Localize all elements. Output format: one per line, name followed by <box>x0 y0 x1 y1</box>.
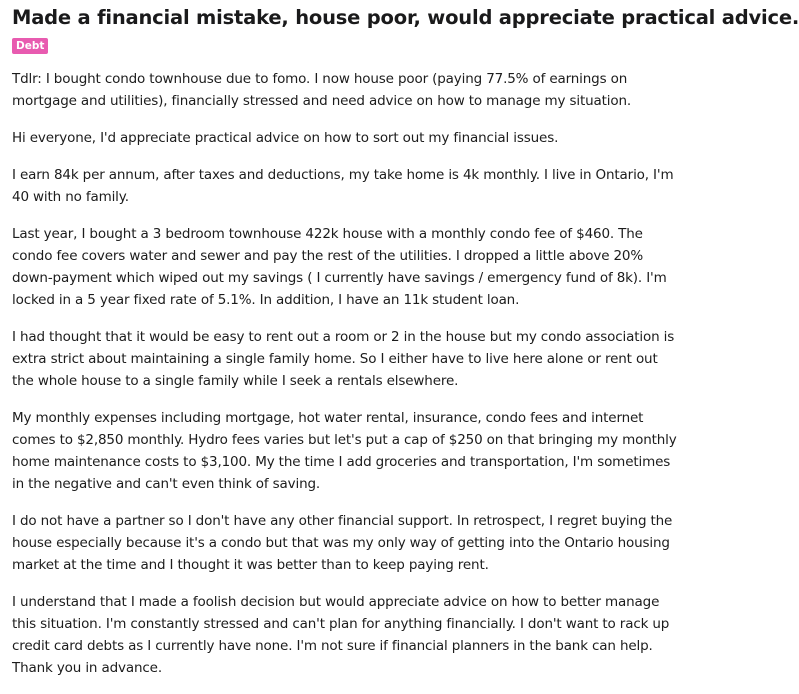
paragraph-greeting: Hi everyone, I'd appreciate practical advice on how to sort out my financial issues. <box>12 130 559 146</box>
paragraph-tldr: Tdlr: I bought condo townhouse due to fomo. I now house poor (paying 77.5% of earnings on mortgage and utilities), financially stressed and need advice on how to manage my situation. <box>12 71 632 109</box>
post <box>12 4 799 694</box>
paragraph-rental: I had thought that it would be easy to rent out a room or 2 in the house but my condo association is extra strict about maintaining a single family home. So I either have to live here alone or rent out the whole house to a single family while I seek a rentals elsewhere. <box>12 329 675 389</box>
paragraph-support: I do not have a partner so I don't have any other financial support. In retrospect, I regret buying the house especially because it's a condo but that was my only way of getting into the Ontario housing market at the time and I thought it was better than to keep paying rent. <box>12 513 673 573</box>
flair-badge[interactable]: Debt <box>12 38 48 54</box>
post-title[interactable]: Made a financial mistake, house poor, would appreciate practical advice. <box>12 6 799 29</box>
post-body <box>12 68 680 679</box>
paragraph-income: I earn 84k per annum, after taxes and deductions, my take home is 4k monthly. I live in Ontario, I'm 40 with no family. <box>12 167 674 205</box>
paragraph-request: I understand that I made a foolish decision but would appreciate advice on how to better manage this situation. I'm constantly stressed and can't plan for anything financially. I don't want to rack up credit card debts as I currently have none. I'm not sure if financial planners in the bank can help. Thank you in advance. <box>12 594 670 676</box>
paragraph-purchase: Last year, I bought a 3 bedroom townhouse 422k house with a monthly condo fee of $460. The condo fee covers water and sewer and pay the rest of the utilities. I dropped a little above 20% down-payment which wiped out my savings ( I currently have savings / emergency fund of 8k). I'm locked in a 5 year fixed rate of 5.1%. In addition, I have an 11k student loan. <box>12 226 667 308</box>
paragraph-expenses: My monthly expenses including mortgage, hot water rental, insurance, condo fees and internet comes to $2,850 monthly. Hydro fees varies but let's put a cap of $250 on that bringing my monthly home maintenance costs to $3,100. My the time I add groceries and transportation, I'm sometimes in the negative and can't even think of saving. <box>12 410 677 492</box>
